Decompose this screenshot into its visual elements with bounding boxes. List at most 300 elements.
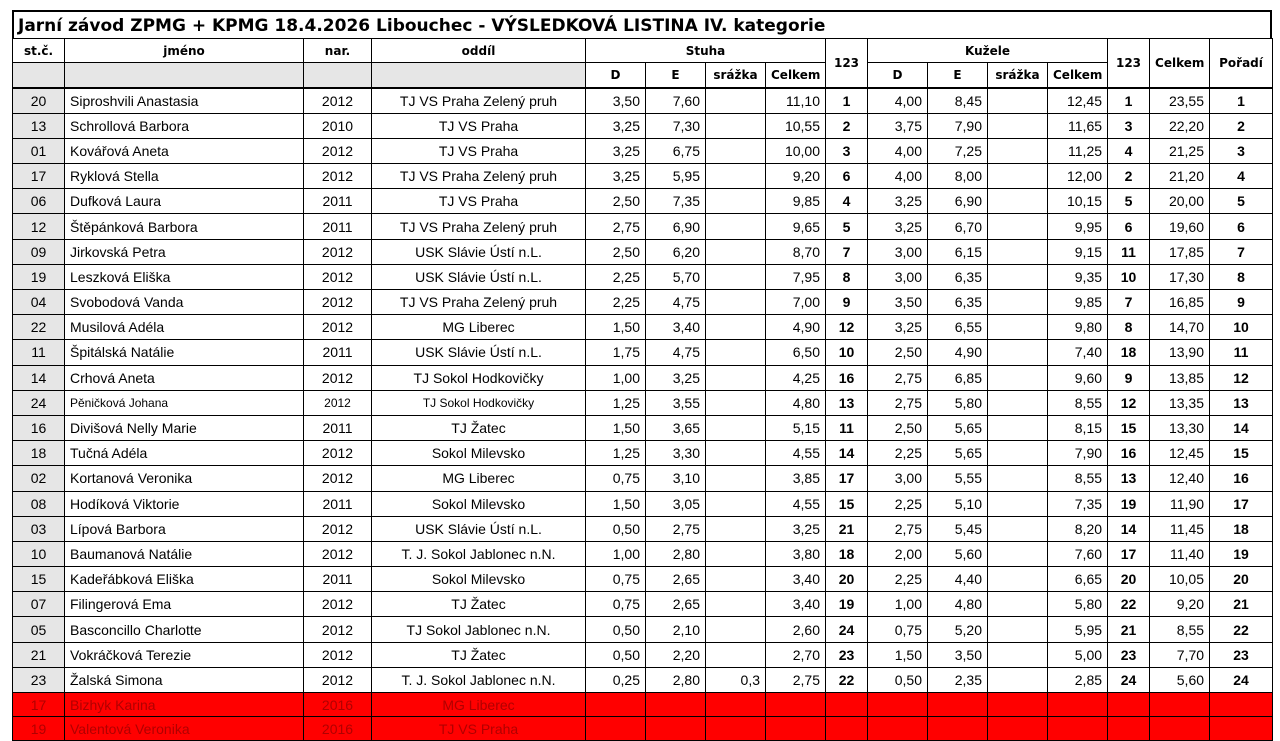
final-order: 2	[1210, 113, 1273, 138]
empty-cell	[928, 717, 988, 741]
kuzele-celkem: 9,85	[1048, 290, 1108, 315]
total-score: 11,40	[1150, 541, 1210, 566]
final-order: 17	[1210, 491, 1273, 516]
competitor-name: Siproshvili Anastasia	[65, 88, 304, 113]
kuzele-rank: 21	[1108, 617, 1150, 642]
stuha-d: 1,25	[586, 390, 646, 415]
total-score: 21,25	[1150, 138, 1210, 163]
stuha-rank: 2	[826, 113, 868, 138]
empty-cell	[1150, 717, 1210, 741]
competitor-name: Pěničková Johana	[65, 390, 304, 415]
table-row	[13, 491, 1273, 516]
birth-year: 2012	[304, 617, 372, 642]
final-order: 11	[1210, 340, 1273, 365]
stuha-srazka	[706, 592, 766, 617]
birth-year: 2012	[304, 441, 372, 466]
kuzele-e: 7,25	[928, 138, 988, 163]
empty-cell	[988, 717, 1048, 741]
club: TJ VS Praha	[372, 189, 586, 214]
stuha-srazka	[706, 491, 766, 516]
total-score: 9,20	[1150, 592, 1210, 617]
table-row	[13, 113, 1273, 138]
stuha-e: 2,65	[646, 592, 706, 617]
start-number: 16	[13, 415, 65, 440]
start-number: 11	[13, 340, 65, 365]
stuha-celkem: 6,50	[766, 340, 826, 365]
stuha-d: 1,50	[586, 415, 646, 440]
kuzele-rank: 5	[1108, 189, 1150, 214]
competitor-name: Valentová Veronika	[65, 717, 304, 741]
club: Sokol Milevsko	[372, 491, 586, 516]
kuzele-celkem: 11,65	[1048, 113, 1108, 138]
stuha-rank: 15	[826, 491, 868, 516]
kuzele-d: 2,50	[868, 340, 928, 365]
stuha-celkem: 7,00	[766, 290, 826, 315]
kuzele-srazka	[988, 264, 1048, 289]
competitor-name: Dufková Laura	[65, 189, 304, 214]
kuzele-celkem: 5,00	[1048, 642, 1108, 667]
birth-year: 2012	[304, 642, 372, 667]
header-kuzele: Kužele	[868, 39, 1108, 63]
empty-cell	[586, 717, 646, 741]
kuzele-d: 2,25	[868, 491, 928, 516]
kuzele-celkem: 7,90	[1048, 441, 1108, 466]
kuzele-d: 2,50	[868, 415, 928, 440]
header-kuzele-celkem: Celkem	[1048, 63, 1108, 89]
empty-cell	[766, 717, 826, 741]
table-row	[13, 541, 1273, 566]
empty-cell	[868, 717, 928, 741]
kuzele-d: 3,25	[868, 315, 928, 340]
club: TJ VS Praha Zelený pruh	[372, 214, 586, 239]
stuha-e: 2,75	[646, 516, 706, 541]
empty-cell	[706, 693, 766, 717]
kuzele-celkem: 5,80	[1048, 592, 1108, 617]
table-row	[13, 239, 1273, 264]
kuzele-celkem: 12,45	[1048, 88, 1108, 113]
empty-cell	[706, 717, 766, 741]
stuha-celkem: 2,75	[766, 667, 826, 692]
kuzele-rank: 24	[1108, 667, 1150, 692]
start-number: 18	[13, 441, 65, 466]
kuzele-srazka	[988, 441, 1048, 466]
stuha-d: 3,25	[586, 113, 646, 138]
stuha-srazka	[706, 88, 766, 113]
start-number: 02	[13, 466, 65, 491]
stuha-d: 0,75	[586, 592, 646, 617]
stuha-d: 0,75	[586, 466, 646, 491]
final-order: 12	[1210, 365, 1273, 390]
start-number: 22	[13, 315, 65, 340]
kuzele-srazka	[988, 415, 1048, 440]
birth-year: 2012	[304, 264, 372, 289]
stuha-celkem: 4,25	[766, 365, 826, 390]
club: USK Slávie Ústí n.L.	[372, 516, 586, 541]
table-row	[13, 441, 1273, 466]
total-score: 17,85	[1150, 239, 1210, 264]
final-order: 18	[1210, 516, 1273, 541]
table-row	[13, 642, 1273, 667]
birth-year: 2012	[304, 516, 372, 541]
header-total: Celkem	[1150, 39, 1210, 89]
total-score: 20,00	[1150, 189, 1210, 214]
kuzele-rank: 22	[1108, 592, 1150, 617]
kuzele-rank: 3	[1108, 113, 1150, 138]
club: T. J. Sokol Jablonec n.N.	[372, 541, 586, 566]
stuha-celkem: 5,15	[766, 415, 826, 440]
stuha-rank: 7	[826, 239, 868, 264]
kuzele-d: 3,50	[868, 290, 928, 315]
stuha-rank: 17	[826, 466, 868, 491]
stuha-celkem: 9,20	[766, 164, 826, 189]
kuzele-d: 4,00	[868, 88, 928, 113]
kuzele-e: 6,55	[928, 315, 988, 340]
stuha-rank: 18	[826, 541, 868, 566]
stuha-e: 7,60	[646, 88, 706, 113]
kuzele-srazka	[988, 214, 1048, 239]
kuzele-e: 5,60	[928, 541, 988, 566]
total-score: 14,70	[1150, 315, 1210, 340]
kuzele-celkem: 10,15	[1048, 189, 1108, 214]
kuzele-celkem: 9,95	[1048, 214, 1108, 239]
results-table	[12, 38, 1273, 741]
empty-cell	[586, 693, 646, 717]
kuzele-d: 3,75	[868, 113, 928, 138]
kuzele-d: 0,75	[868, 617, 928, 642]
kuzele-e: 5,80	[928, 390, 988, 415]
stuha-celkem: 4,55	[766, 441, 826, 466]
start-number: 13	[13, 113, 65, 138]
stuha-e: 3,30	[646, 441, 706, 466]
table-row	[13, 189, 1273, 214]
kuzele-d: 2,00	[868, 541, 928, 566]
final-order: 19	[1210, 541, 1273, 566]
empty-cell	[766, 693, 826, 717]
table-row	[13, 415, 1273, 440]
kuzele-celkem: 2,85	[1048, 667, 1108, 692]
kuzele-rank: 11	[1108, 239, 1150, 264]
kuzele-e: 6,35	[928, 290, 988, 315]
competitor-name: Ryklová Stella	[65, 164, 304, 189]
kuzele-d: 2,25	[868, 567, 928, 592]
stuha-rank: 16	[826, 365, 868, 390]
final-order: 23	[1210, 642, 1273, 667]
competitor-name: Hodíková Viktorie	[65, 491, 304, 516]
kuzele-e: 6,70	[928, 214, 988, 239]
table-row	[13, 315, 1273, 340]
header-stuha-d: D	[586, 63, 646, 89]
kuzele-celkem: 5,95	[1048, 617, 1108, 642]
competitor-name: Kortanová Veronika	[65, 466, 304, 491]
final-order: 14	[1210, 415, 1273, 440]
header-blank	[13, 63, 65, 89]
stuha-e: 2,65	[646, 567, 706, 592]
kuzele-rank: 10	[1108, 264, 1150, 289]
start-number: 23	[13, 667, 65, 692]
stuha-srazka	[706, 315, 766, 340]
header-blank	[304, 63, 372, 89]
kuzele-rank: 15	[1108, 415, 1150, 440]
stuha-d: 3,25	[586, 138, 646, 163]
stuha-srazka	[706, 541, 766, 566]
kuzele-celkem: 7,35	[1048, 491, 1108, 516]
header-blank	[372, 63, 586, 89]
stuha-e: 4,75	[646, 340, 706, 365]
start-number: 20	[13, 88, 65, 113]
kuzele-rank: 4	[1108, 138, 1150, 163]
club: TJ VS Praha	[372, 138, 586, 163]
stuha-e: 6,20	[646, 239, 706, 264]
stuha-e: 6,75	[646, 138, 706, 163]
stuha-rank: 3	[826, 138, 868, 163]
total-score: 16,85	[1150, 290, 1210, 315]
total-score: 21,20	[1150, 164, 1210, 189]
kuzele-d: 0,50	[868, 667, 928, 692]
stuha-celkem: 3,40	[766, 592, 826, 617]
page-title: Jarní závod ZPMG + KPMG 18.4.2026 Libouchec - VÝSLEDKOVÁ LISTINA IV. kategorie	[12, 10, 1272, 38]
final-order: 5	[1210, 189, 1273, 214]
kuzele-srazka	[988, 592, 1048, 617]
club: TJ VS Praha Zelený pruh	[372, 290, 586, 315]
stuha-d: 2,50	[586, 189, 646, 214]
final-order: 24	[1210, 667, 1273, 692]
kuzele-rank: 8	[1108, 315, 1150, 340]
total-score: 13,35	[1150, 390, 1210, 415]
kuzele-celkem: 9,80	[1048, 315, 1108, 340]
kuzele-celkem: 7,40	[1048, 340, 1108, 365]
stuha-celkem: 10,00	[766, 138, 826, 163]
competitor-name: Bizhyk Karina	[65, 693, 304, 717]
kuzele-d: 1,00	[868, 592, 928, 617]
competitor-name: Baumanová Natálie	[65, 541, 304, 566]
birth-year: 2011	[304, 340, 372, 365]
stuha-e: 5,95	[646, 164, 706, 189]
stuha-celkem: 3,40	[766, 567, 826, 592]
table-row	[13, 264, 1273, 289]
header-name: jméno	[65, 39, 304, 63]
stuha-celkem: 7,95	[766, 264, 826, 289]
kuzele-e: 6,90	[928, 189, 988, 214]
final-order: 8	[1210, 264, 1273, 289]
stuha-celkem: 9,85	[766, 189, 826, 214]
kuzele-rank: 17	[1108, 541, 1150, 566]
kuzele-rank: 18	[1108, 340, 1150, 365]
kuzele-d: 2,25	[868, 441, 928, 466]
stuha-d: 1,00	[586, 365, 646, 390]
stuha-e: 3,40	[646, 315, 706, 340]
stuha-e: 3,65	[646, 415, 706, 440]
birth-year: 2012	[304, 541, 372, 566]
stuha-e: 4,75	[646, 290, 706, 315]
empty-cell	[646, 693, 706, 717]
total-score: 12,45	[1150, 441, 1210, 466]
total-score: 22,20	[1150, 113, 1210, 138]
final-order: 15	[1210, 441, 1273, 466]
kuzele-celkem: 6,65	[1048, 567, 1108, 592]
stuha-celkem: 4,80	[766, 390, 826, 415]
stuha-celkem: 9,65	[766, 214, 826, 239]
start-number: 19	[13, 264, 65, 289]
stuha-rank: 24	[826, 617, 868, 642]
disqualified-row	[13, 717, 1273, 741]
kuzele-celkem: 8,55	[1048, 390, 1108, 415]
empty-cell	[1048, 717, 1108, 741]
birth-year: 2012	[304, 315, 372, 340]
final-order: 16	[1210, 466, 1273, 491]
competitor-name: Filingerová Ema	[65, 592, 304, 617]
stuha-rank: 9	[826, 290, 868, 315]
total-score: 8,55	[1150, 617, 1210, 642]
kuzele-srazka	[988, 315, 1048, 340]
club: TJ Sokol Hodkovičky	[372, 365, 586, 390]
kuzele-srazka	[988, 466, 1048, 491]
birth-year: 2012	[304, 138, 372, 163]
start-number: 14	[13, 365, 65, 390]
start-number: 04	[13, 290, 65, 315]
header-club: oddíl	[372, 39, 586, 63]
results-body	[13, 88, 1273, 741]
kuzele-srazka	[988, 667, 1048, 692]
table-row	[13, 365, 1273, 390]
stuha-celkem: 2,60	[766, 617, 826, 642]
stuha-rank: 12	[826, 315, 868, 340]
birth-year: 2010	[304, 113, 372, 138]
competitor-name: Tučná Adéla	[65, 441, 304, 466]
stuha-rank: 21	[826, 516, 868, 541]
birth-year: 2011	[304, 214, 372, 239]
stuha-srazka	[706, 415, 766, 440]
final-order: 3	[1210, 138, 1273, 163]
final-order: 6	[1210, 214, 1273, 239]
kuzele-celkem: 7,60	[1048, 541, 1108, 566]
competitor-name: Crhová Aneta	[65, 365, 304, 390]
stuha-rank: 11	[826, 415, 868, 440]
stuha-d: 0,50	[586, 642, 646, 667]
competitor-name: Divišová Nelly Marie	[65, 415, 304, 440]
kuzele-srazka	[988, 239, 1048, 264]
start-number: 17	[13, 693, 65, 717]
kuzele-srazka	[988, 617, 1048, 642]
competitor-name: Schrollová Barbora	[65, 113, 304, 138]
empty-cell	[646, 717, 706, 741]
stuha-rank: 14	[826, 441, 868, 466]
empty-cell	[1108, 693, 1150, 717]
stuha-d: 1,75	[586, 340, 646, 365]
competitor-name: Musilová Adéla	[65, 315, 304, 340]
club: TJ Sokol Hodkovičky	[372, 390, 586, 415]
start-number: 06	[13, 189, 65, 214]
kuzele-d: 3,00	[868, 239, 928, 264]
empty-cell	[928, 693, 988, 717]
club: TJ Sokol Jablonec n.N.	[372, 617, 586, 642]
start-number: 19	[13, 717, 65, 741]
stuha-e: 3,10	[646, 466, 706, 491]
kuzele-e: 5,65	[928, 441, 988, 466]
stuha-srazka	[706, 239, 766, 264]
header-kuzele-srazka: srážka	[988, 63, 1048, 89]
table-row	[13, 164, 1273, 189]
kuzele-srazka	[988, 390, 1048, 415]
birth-year: 2011	[304, 491, 372, 516]
start-number: 03	[13, 516, 65, 541]
stuha-e: 7,30	[646, 113, 706, 138]
stuha-e: 2,80	[646, 541, 706, 566]
stuha-rank: 10	[826, 340, 868, 365]
kuzele-rank: 7	[1108, 290, 1150, 315]
stuha-e: 7,35	[646, 189, 706, 214]
table-row	[13, 617, 1273, 642]
stuha-rank: 23	[826, 642, 868, 667]
header-stuha: Stuha	[586, 39, 826, 63]
header-order: Pořadí	[1210, 39, 1273, 89]
total-score: 19,60	[1150, 214, 1210, 239]
birth-year: 2012	[304, 365, 372, 390]
club: Sokol Milevsko	[372, 441, 586, 466]
header-start-number: st.č.	[13, 39, 65, 63]
empty-cell	[826, 693, 868, 717]
kuzele-celkem: 9,35	[1048, 264, 1108, 289]
kuzele-rank: 13	[1108, 466, 1150, 491]
stuha-srazka	[706, 390, 766, 415]
total-score: 10,05	[1150, 567, 1210, 592]
stuha-celkem: 3,25	[766, 516, 826, 541]
stuha-srazka	[706, 264, 766, 289]
empty-cell	[868, 693, 928, 717]
table-row	[13, 466, 1273, 491]
stuha-d: 0,25	[586, 667, 646, 692]
kuzele-rank: 23	[1108, 642, 1150, 667]
birth-year: 2012	[304, 290, 372, 315]
birth-year: 2011	[304, 567, 372, 592]
kuzele-srazka	[988, 516, 1048, 541]
header-kuzele-rank: 123	[1108, 39, 1150, 89]
club: TJ Žatec	[372, 642, 586, 667]
stuha-celkem: 4,90	[766, 315, 826, 340]
kuzele-e: 4,90	[928, 340, 988, 365]
empty-cell	[1210, 693, 1273, 717]
table-row	[13, 138, 1273, 163]
stuha-rank: 22	[826, 667, 868, 692]
kuzele-d: 3,25	[868, 189, 928, 214]
stuha-celkem: 8,70	[766, 239, 826, 264]
kuzele-srazka	[988, 491, 1048, 516]
stuha-celkem: 3,80	[766, 541, 826, 566]
start-number: 10	[13, 541, 65, 566]
birth-year: 2012	[304, 667, 372, 692]
total-score: 23,55	[1150, 88, 1210, 113]
kuzele-e: 5,10	[928, 491, 988, 516]
club: TJ VS Praha Zelený pruh	[372, 164, 586, 189]
kuzele-srazka	[988, 642, 1048, 667]
header-stuha-srazka: srážka	[706, 63, 766, 89]
club: USK Slávie Ústí n.L.	[372, 264, 586, 289]
final-order: 1	[1210, 88, 1273, 113]
table-row	[13, 667, 1273, 692]
stuha-srazka	[706, 189, 766, 214]
kuzele-rank: 9	[1108, 365, 1150, 390]
header-stuha-e: E	[646, 63, 706, 89]
total-score: 7,70	[1150, 642, 1210, 667]
final-order: 21	[1210, 592, 1273, 617]
competitor-name: Kovářová Aneta	[65, 138, 304, 163]
club: USK Slávie Ústí n.L.	[372, 239, 586, 264]
header-kuzele-e: E	[928, 63, 988, 89]
birth-year: 2011	[304, 189, 372, 214]
stuha-d: 3,25	[586, 164, 646, 189]
competitor-name: Basconcillo Charlotte	[65, 617, 304, 642]
kuzele-e: 8,00	[928, 164, 988, 189]
stuha-rank: 5	[826, 214, 868, 239]
